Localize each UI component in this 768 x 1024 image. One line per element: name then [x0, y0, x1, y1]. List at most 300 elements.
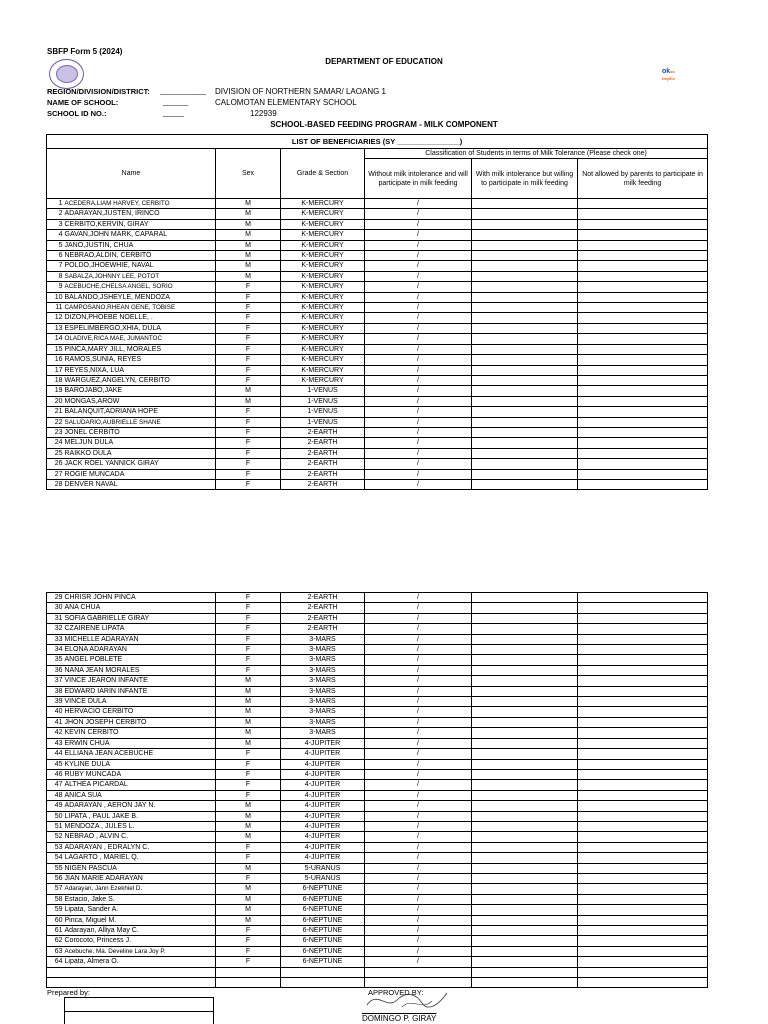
- blank-cell: [216, 978, 281, 988]
- check-with-intolerance[interactable]: [472, 821, 578, 831]
- region-label: REGION/DIVISION/DISTRICT:: [47, 87, 150, 96]
- grade-section: 4-JUPITER: [281, 801, 365, 811]
- check-without-intolerance[interactable]: /: [365, 884, 472, 894]
- table-row: [47, 665, 708, 675]
- row-number: 36: [47, 665, 64, 675]
- check-without-intolerance[interactable]: /: [365, 645, 472, 655]
- check-with-intolerance[interactable]: [472, 645, 578, 655]
- check-not-allowed[interactable]: [578, 717, 708, 727]
- check-without-intolerance[interactable]: /: [365, 199, 472, 209]
- check-with-intolerance[interactable]: [472, 271, 578, 281]
- check-with-intolerance[interactable]: [472, 717, 578, 727]
- check-with-intolerance[interactable]: [472, 303, 578, 313]
- check-not-allowed[interactable]: [578, 323, 708, 333]
- check-not-allowed[interactable]: [578, 707, 708, 717]
- student-name: SALUDARIO,AUBRIELLE SHANE: [64, 417, 216, 427]
- check-without-intolerance[interactable]: /: [365, 469, 472, 479]
- student-name: ADARAYAN,JUSTEN, IRINCO: [64, 209, 216, 219]
- check-not-allowed[interactable]: [578, 282, 708, 292]
- check-not-allowed[interactable]: [578, 417, 708, 427]
- check-with-intolerance[interactable]: [472, 313, 578, 323]
- grade-section: 1-VENUS: [281, 386, 365, 396]
- check-not-allowed[interactable]: [578, 292, 708, 302]
- check-not-allowed[interactable]: [578, 469, 708, 479]
- check-without-intolerance[interactable]: /: [365, 427, 472, 437]
- check-with-intolerance[interactable]: [472, 407, 578, 417]
- check-with-intolerance[interactable]: [472, 655, 578, 665]
- check-without-intolerance[interactable]: /: [365, 344, 472, 354]
- check-with-intolerance[interactable]: [472, 686, 578, 696]
- check-not-allowed[interactable]: [578, 686, 708, 696]
- check-without-intolerance[interactable]: /: [365, 915, 472, 925]
- beneficiaries-table-continued: [46, 592, 708, 988]
- check-without-intolerance[interactable]: /: [365, 769, 472, 779]
- check-not-allowed[interactable]: [578, 230, 708, 240]
- student-sex: F: [216, 417, 281, 427]
- check-not-allowed[interactable]: [578, 386, 708, 396]
- row-number: 64: [47, 957, 64, 967]
- row-number: 13: [47, 323, 64, 333]
- check-without-intolerance[interactable]: /: [365, 251, 472, 261]
- student-name: POLDO,JHOEWHIE, NAVAL: [64, 261, 216, 271]
- check-not-allowed[interactable]: [578, 199, 708, 209]
- check-without-intolerance[interactable]: /: [365, 448, 472, 458]
- check-without-intolerance[interactable]: /: [365, 624, 472, 634]
- check-not-allowed[interactable]: [578, 894, 708, 904]
- check-not-allowed[interactable]: [578, 811, 708, 821]
- check-without-intolerance[interactable]: /: [365, 323, 472, 333]
- check-not-allowed[interactable]: [578, 365, 708, 375]
- check-not-allowed[interactable]: [578, 479, 708, 489]
- check-with-intolerance[interactable]: [472, 344, 578, 354]
- student-name: Lipata, Sander A.: [64, 905, 216, 915]
- check-without-intolerance[interactable]: /: [365, 459, 472, 469]
- check-without-intolerance[interactable]: /: [365, 282, 472, 292]
- check-with-intolerance[interactable]: [472, 613, 578, 623]
- check-without-intolerance[interactable]: /: [365, 613, 472, 623]
- check-not-allowed[interactable]: [578, 313, 708, 323]
- check-without-intolerance[interactable]: /: [365, 780, 472, 790]
- student-name: Corocoto, Princess J.: [64, 936, 216, 946]
- student-sex: M: [216, 386, 281, 396]
- grade-section: K-MERCURY: [281, 261, 365, 271]
- check-with-intolerance[interactable]: [472, 375, 578, 385]
- check-with-intolerance[interactable]: [472, 769, 578, 779]
- check-not-allowed[interactable]: [578, 884, 708, 894]
- check-not-allowed[interactable]: [578, 832, 708, 842]
- check-with-intolerance[interactable]: [472, 251, 578, 261]
- row-number: 25: [47, 448, 64, 458]
- table-row: [47, 209, 708, 219]
- check-without-intolerance[interactable]: /: [365, 707, 472, 717]
- check-not-allowed[interactable]: [578, 448, 708, 458]
- row-number: 61: [47, 926, 64, 936]
- check-without-intolerance[interactable]: /: [365, 438, 472, 448]
- check-with-intolerance[interactable]: [472, 282, 578, 292]
- student-sex: F: [216, 469, 281, 479]
- check-without-intolerance[interactable]: /: [365, 603, 472, 613]
- check-not-allowed[interactable]: [578, 946, 708, 956]
- student-sex: M: [216, 707, 281, 717]
- check-not-allowed[interactable]: [578, 769, 708, 779]
- check-with-intolerance[interactable]: [472, 292, 578, 302]
- check-with-intolerance[interactable]: [472, 396, 578, 406]
- check-with-intolerance[interactable]: [472, 593, 578, 603]
- check-with-intolerance[interactable]: [472, 728, 578, 738]
- table-row: [47, 894, 708, 904]
- student-name: LAGARTO , MARIEL Q.: [64, 853, 216, 863]
- grade-section: 4-JUPITER: [281, 749, 365, 759]
- check-with-intolerance[interactable]: [472, 365, 578, 375]
- check-with-intolerance[interactable]: [472, 334, 578, 344]
- student-name: ANA CHUA: [64, 603, 216, 613]
- check-with-intolerance[interactable]: [472, 386, 578, 396]
- check-without-intolerance[interactable]: /: [365, 790, 472, 800]
- student-sex: F: [216, 479, 281, 489]
- grade-section: K-MERCURY: [281, 230, 365, 240]
- check-with-intolerance[interactable]: [472, 469, 578, 479]
- check-without-intolerance[interactable]: /: [365, 738, 472, 748]
- check-not-allowed[interactable]: [578, 593, 708, 603]
- check-with-intolerance[interactable]: [472, 230, 578, 240]
- check-without-intolerance[interactable]: /: [365, 303, 472, 313]
- check-not-allowed[interactable]: [578, 749, 708, 759]
- student-name: JIAN MARIE ADARAYAN: [64, 873, 216, 883]
- student-sex: M: [216, 261, 281, 271]
- check-with-intolerance[interactable]: [472, 811, 578, 821]
- student-name: MENDOZA , JULES L.: [64, 821, 216, 831]
- check-with-intolerance[interactable]: [472, 738, 578, 748]
- check-not-allowed[interactable]: [578, 209, 708, 219]
- check-not-allowed[interactable]: [578, 926, 708, 936]
- check-not-allowed[interactable]: [578, 407, 708, 417]
- student-sex: M: [216, 738, 281, 748]
- check-with-intolerance[interactable]: [472, 707, 578, 717]
- row-number: 24: [47, 438, 64, 448]
- grade-section: 4-JUPITER: [281, 821, 365, 831]
- check-without-intolerance[interactable]: /: [365, 375, 472, 385]
- check-without-intolerance[interactable]: /: [365, 749, 472, 759]
- check-not-allowed[interactable]: [578, 676, 708, 686]
- beneficiaries-table: [46, 134, 708, 490]
- check-with-intolerance[interactable]: [472, 884, 578, 894]
- check-without-intolerance[interactable]: /: [365, 697, 472, 707]
- check-not-allowed[interactable]: [578, 957, 708, 967]
- check-not-allowed[interactable]: [578, 801, 708, 811]
- check-without-intolerance[interactable]: /: [365, 665, 472, 675]
- check-not-allowed[interactable]: [578, 613, 708, 623]
- check-without-intolerance[interactable]: /: [365, 240, 472, 250]
- grade-section: 3-MARS: [281, 686, 365, 696]
- school-value: CALOMOTAN ELEMENTARY SCHOOL: [215, 98, 357, 107]
- check-without-intolerance[interactable]: /: [365, 832, 472, 842]
- check-without-intolerance[interactable]: /: [365, 407, 472, 417]
- row-number: 45: [47, 759, 64, 769]
- check-without-intolerance[interactable]: /: [365, 863, 472, 873]
- table-row: [47, 863, 708, 873]
- row-number: 7: [47, 261, 64, 271]
- blank-cell: [64, 967, 216, 977]
- grade-section: 3-MARS: [281, 728, 365, 738]
- check-with-intolerance[interactable]: [472, 240, 578, 250]
- check-without-intolerance[interactable]: /: [365, 957, 472, 967]
- check-not-allowed[interactable]: [578, 344, 708, 354]
- grade-section: 1-VENUS: [281, 396, 365, 406]
- row-number: 12: [47, 313, 64, 323]
- check-without-intolerance[interactable]: /: [365, 292, 472, 302]
- check-not-allowed[interactable]: [578, 375, 708, 385]
- student-name: DIZON,PHOEBE NOELLE, .: [64, 313, 216, 323]
- check-without-intolerance[interactable]: /: [365, 334, 472, 344]
- grade-section: 6-NEPTUNE: [281, 915, 365, 925]
- student-sex: M: [216, 863, 281, 873]
- blank-cell: [216, 967, 281, 977]
- check-not-allowed[interactable]: [578, 603, 708, 613]
- student-sex: M: [216, 686, 281, 696]
- check-with-intolerance[interactable]: [472, 438, 578, 448]
- check-without-intolerance[interactable]: /: [365, 593, 472, 603]
- student-name: DENVER NAVAL: [64, 479, 216, 489]
- check-not-allowed[interactable]: [578, 624, 708, 634]
- blank-cell: [365, 967, 472, 977]
- check-not-allowed[interactable]: [578, 780, 708, 790]
- check-not-allowed[interactable]: [578, 645, 708, 655]
- grade-section: 4-JUPITER: [281, 759, 365, 769]
- student-sex: F: [216, 375, 281, 385]
- check-with-intolerance[interactable]: [472, 915, 578, 925]
- check-with-intolerance[interactable]: [472, 957, 578, 967]
- schoolid-blank: _____: [163, 108, 184, 117]
- check-without-intolerance[interactable]: /: [365, 946, 472, 956]
- check-not-allowed[interactable]: [578, 842, 708, 852]
- grade-section: 2-EARTH: [281, 469, 365, 479]
- student-sex: M: [216, 915, 281, 925]
- check-without-intolerance[interactable]: /: [365, 634, 472, 644]
- check-with-intolerance[interactable]: [472, 697, 578, 707]
- check-not-allowed[interactable]: [578, 261, 708, 271]
- grade-section: 4-JUPITER: [281, 780, 365, 790]
- check-with-intolerance[interactable]: [472, 894, 578, 904]
- student-sex: F: [216, 853, 281, 863]
- check-not-allowed[interactable]: [578, 790, 708, 800]
- check-without-intolerance[interactable]: /: [365, 717, 472, 727]
- check-without-intolerance[interactable]: /: [365, 261, 472, 271]
- table-row: [47, 613, 708, 623]
- grade-section: 3-MARS: [281, 697, 365, 707]
- check-not-allowed[interactable]: [578, 355, 708, 365]
- check-not-allowed[interactable]: [578, 936, 708, 946]
- check-without-intolerance[interactable]: /: [365, 811, 472, 821]
- check-with-intolerance[interactable]: [472, 603, 578, 613]
- table-row: [47, 303, 708, 313]
- check-without-intolerance[interactable]: /: [365, 842, 472, 852]
- student-name: SABALZA,JOHNNY LEE, POTOT: [64, 271, 216, 281]
- student-name: RAMOS,SUNIA, REYES: [64, 355, 216, 365]
- check-not-allowed[interactable]: [578, 634, 708, 644]
- student-name: RUBY MUNCADA: [64, 769, 216, 779]
- check-with-intolerance[interactable]: [472, 209, 578, 219]
- check-without-intolerance[interactable]: /: [365, 417, 472, 427]
- check-with-intolerance[interactable]: [472, 417, 578, 427]
- student-name: BAROJABO,JAKE: [64, 386, 216, 396]
- check-without-intolerance[interactable]: /: [365, 365, 472, 375]
- student-name: EDWARD IARIN INFANTE: [64, 686, 216, 696]
- check-with-intolerance[interactable]: [472, 323, 578, 333]
- check-with-intolerance[interactable]: [472, 905, 578, 915]
- check-without-intolerance[interactable]: /: [365, 873, 472, 883]
- grade-section: 5-URANUS: [281, 863, 365, 873]
- check-without-intolerance[interactable]: /: [365, 655, 472, 665]
- approved-by-label: APPROVED BY:: [368, 988, 424, 997]
- check-not-allowed[interactable]: [578, 251, 708, 261]
- check-not-allowed[interactable]: [578, 863, 708, 873]
- check-not-allowed[interactable]: [578, 905, 708, 915]
- student-sex: F: [216, 613, 281, 623]
- check-without-intolerance[interactable]: /: [365, 853, 472, 863]
- check-without-intolerance[interactable]: /: [365, 905, 472, 915]
- check-without-intolerance[interactable]: /: [365, 355, 472, 365]
- grade-section: 3-MARS: [281, 655, 365, 665]
- check-not-allowed[interactable]: [578, 759, 708, 769]
- check-without-intolerance[interactable]: /: [365, 230, 472, 240]
- check-with-intolerance[interactable]: [472, 199, 578, 209]
- check-with-intolerance[interactable]: [472, 790, 578, 800]
- school-blank: ______: [163, 97, 189, 106]
- check-with-intolerance[interactable]: [472, 749, 578, 759]
- check-with-intolerance[interactable]: [472, 873, 578, 883]
- row-number: 59: [47, 905, 64, 915]
- row-number: 9: [47, 282, 64, 292]
- row-number: 60: [47, 915, 64, 925]
- student-sex: F: [216, 427, 281, 437]
- check-without-intolerance[interactable]: /: [365, 396, 472, 406]
- check-without-intolerance[interactable]: /: [365, 759, 472, 769]
- check-without-intolerance[interactable]: /: [365, 728, 472, 738]
- row-number: 55: [47, 863, 64, 873]
- table-row: [47, 811, 708, 821]
- check-with-intolerance[interactable]: [472, 926, 578, 936]
- check-with-intolerance[interactable]: [472, 863, 578, 873]
- check-with-intolerance[interactable]: [472, 355, 578, 365]
- check-without-intolerance[interactable]: /: [365, 926, 472, 936]
- check-without-intolerance[interactable]: /: [365, 894, 472, 904]
- row-number: 28: [47, 479, 64, 489]
- check-not-allowed[interactable]: [578, 873, 708, 883]
- check-with-intolerance[interactable]: [472, 842, 578, 852]
- table-row: [47, 676, 708, 686]
- grade-section: 3-MARS: [281, 707, 365, 717]
- check-with-intolerance[interactable]: [472, 853, 578, 863]
- row-number: 47: [47, 780, 64, 790]
- row-number: 5: [47, 240, 64, 250]
- check-with-intolerance[interactable]: [472, 634, 578, 644]
- check-without-intolerance[interactable]: /: [365, 219, 472, 229]
- check-not-allowed[interactable]: [578, 738, 708, 748]
- check-without-intolerance[interactable]: /: [365, 936, 472, 946]
- student-name: Adarayan, Alliya May C.: [64, 926, 216, 936]
- check-without-intolerance[interactable]: /: [365, 676, 472, 686]
- check-with-intolerance[interactable]: [472, 832, 578, 842]
- student-sex: M: [216, 728, 281, 738]
- check-with-intolerance[interactable]: [472, 759, 578, 769]
- check-with-intolerance[interactable]: [472, 624, 578, 634]
- check-with-intolerance[interactable]: [472, 479, 578, 489]
- row-number: 56: [47, 873, 64, 883]
- table-row: [47, 842, 708, 852]
- row-number: 44: [47, 749, 64, 759]
- row-number: 22: [47, 417, 64, 427]
- check-not-allowed[interactable]: [578, 821, 708, 831]
- check-with-intolerance[interactable]: [472, 676, 578, 686]
- student-sex: M: [216, 697, 281, 707]
- check-with-intolerance[interactable]: [472, 459, 578, 469]
- row-number: 4: [47, 230, 64, 240]
- table-row: [47, 438, 708, 448]
- check-not-allowed[interactable]: [578, 697, 708, 707]
- check-with-intolerance[interactable]: [472, 219, 578, 229]
- check-without-intolerance[interactable]: /: [365, 271, 472, 281]
- check-not-allowed[interactable]: [578, 240, 708, 250]
- check-not-allowed[interactable]: [578, 334, 708, 344]
- student-sex: F: [216, 946, 281, 956]
- check-not-allowed[interactable]: [578, 665, 708, 675]
- check-not-allowed[interactable]: [578, 271, 708, 281]
- check-without-intolerance[interactable]: /: [365, 313, 472, 323]
- row-number: 35: [47, 655, 64, 665]
- check-without-intolerance[interactable]: /: [365, 686, 472, 696]
- check-with-intolerance[interactable]: [472, 936, 578, 946]
- check-without-intolerance[interactable]: /: [365, 801, 472, 811]
- row-number: 40: [47, 707, 64, 717]
- check-not-allowed[interactable]: [578, 219, 708, 229]
- col-not-allowed: Not allowed by parents to participate in milk feeding: [578, 159, 708, 199]
- student-name: Estacio, Jake S.: [64, 894, 216, 904]
- check-not-allowed[interactable]: [578, 427, 708, 437]
- check-with-intolerance[interactable]: [472, 801, 578, 811]
- check-without-intolerance[interactable]: /: [365, 479, 472, 489]
- check-with-intolerance[interactable]: [472, 261, 578, 271]
- table-row: [47, 334, 708, 344]
- table-row: [47, 407, 708, 417]
- blank-cell: [472, 978, 578, 988]
- check-not-allowed[interactable]: [578, 396, 708, 406]
- student-name: KEVIN CERBITO: [64, 728, 216, 738]
- check-without-intolerance[interactable]: /: [365, 209, 472, 219]
- check-with-intolerance[interactable]: [472, 665, 578, 675]
- grade-section: K-MERCURY: [281, 251, 365, 261]
- check-with-intolerance[interactable]: [472, 780, 578, 790]
- check-without-intolerance[interactable]: /: [365, 386, 472, 396]
- check-not-allowed[interactable]: [578, 728, 708, 738]
- grade-section: K-MERCURY: [281, 219, 365, 229]
- student-sex: F: [216, 448, 281, 458]
- check-not-allowed[interactable]: [578, 303, 708, 313]
- check-not-allowed[interactable]: [578, 655, 708, 665]
- check-not-allowed[interactable]: [578, 459, 708, 469]
- check-without-intolerance[interactable]: /: [365, 821, 472, 831]
- schoolid-value: 122939: [250, 109, 277, 118]
- row-number: 48: [47, 790, 64, 800]
- student-sex: F: [216, 655, 281, 665]
- check-with-intolerance[interactable]: [472, 448, 578, 458]
- check-with-intolerance[interactable]: [472, 946, 578, 956]
- check-not-allowed[interactable]: [578, 915, 708, 925]
- program-title: SCHOOL-BASED FEEDING PROGRAM - MILK COMPONENT: [270, 120, 498, 129]
- check-with-intolerance[interactable]: [472, 427, 578, 437]
- check-not-allowed[interactable]: [578, 853, 708, 863]
- check-not-allowed[interactable]: [578, 438, 708, 448]
- student-sex: F: [216, 355, 281, 365]
